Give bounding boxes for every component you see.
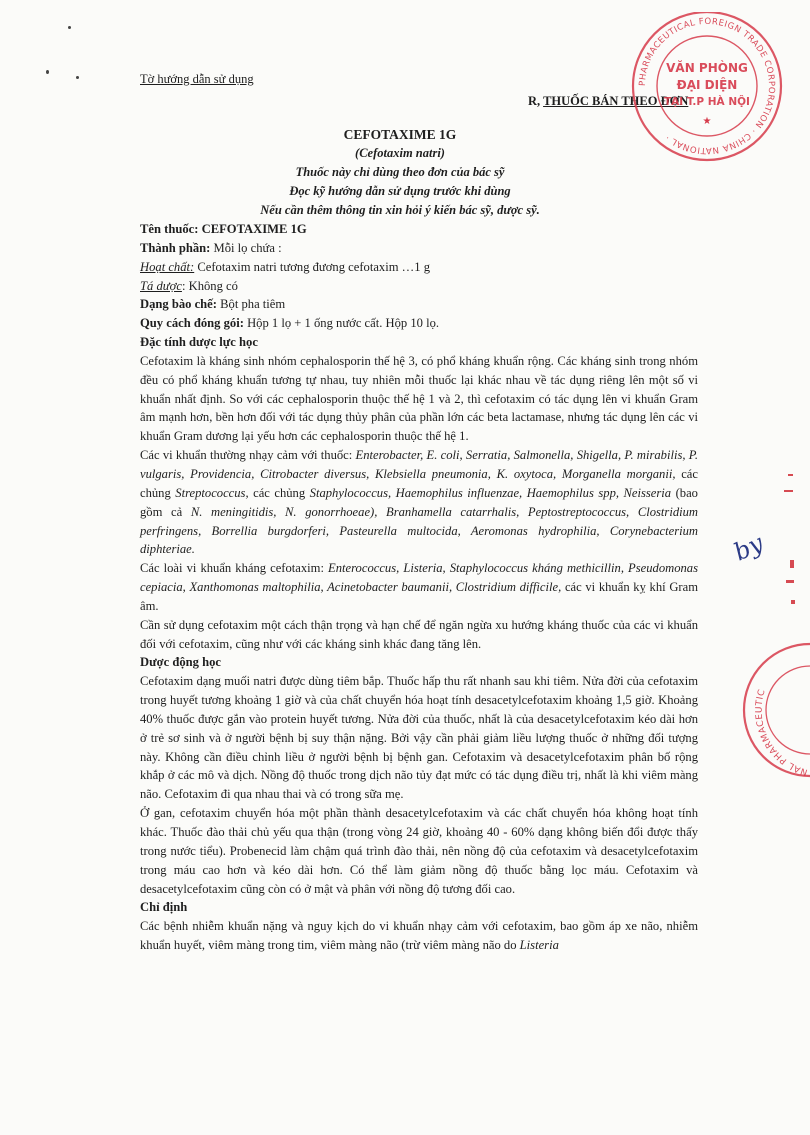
organism-list-2: Streptococcus, <box>175 485 249 500</box>
warning-line-2: Đọc kỹ hướng dẫn sử dụng trước khi dùng <box>289 184 511 198</box>
active-ingredient-label: Hoạt chất: <box>140 259 195 274</box>
scan-speck <box>46 70 49 74</box>
composition-value: Mỗi lọ chứa : <box>213 240 282 255</box>
stamp-line-3: TẠI T.P HÀ NỘI <box>664 96 750 108</box>
pharmacokinetics-paragraph-2: Ở gan, cefotaxim chuyển hóa một phần thành desacetylcefotaxim và các chất chuyển hóa không hoạt tính khác. Thuốc đào thải chủ yếu qua thận (trong vòng 24 giờ, khoảng 40 - 60% dạng không biến đổi được thấy trong nước tiểu). Probenecid làm chậm quá trình đào thải, nên nồng độ của cefotaxim và desacetylcefotaxim trong máu cao hơn và kéo dài hơn. Có thể làm giảm nồng độ thuốc bằng lọc máu. Cefotaxim và desacetylcefotaxim cũng còn có ở mật và phân với nồng độ tương đối cao. <box>140 806 698 896</box>
document-type-label: Tờ hướng dẫn sử dụng <box>140 72 254 86</box>
margin-mark <box>790 560 794 568</box>
scan-speck <box>76 76 79 79</box>
connector-1: các chủng <box>140 466 698 500</box>
drug-name-row <box>140 220 698 239</box>
composition-label: Thành phần: <box>140 240 211 255</box>
dosage-form-row <box>140 295 698 314</box>
scan-speck <box>68 26 71 29</box>
side-stamp-partial <box>730 640 810 780</box>
indications-text: Các bệnh nhiễm khuẩn nặng và nguy kịch do vi khuẩn nhạy cảm với cefotaxim, bao gồm áp xe não, nhiễm khuẩn huyết, viêm màng trong tim, viêm màng não (trừ viêm màng não do <box>140 919 698 953</box>
margin-mark <box>791 600 795 604</box>
signature-initials <box>730 525 770 570</box>
dosage-form-value: Bột pha tiêm <box>220 297 286 312</box>
margin-mark <box>784 490 793 492</box>
drug-name-label: Tên thuốc: <box>140 222 199 236</box>
rx-text: THUỐC BÁN THEO ĐƠN <box>543 94 689 108</box>
document-body <box>140 220 698 955</box>
excipient-value: Không có <box>188 278 238 293</box>
margin-mark <box>786 580 794 583</box>
excipient-row: Tá dược: Không có <box>140 278 238 293</box>
resistant-organism-list: Enterococcus, Listeria, Staphylococcus kháng methicillin, Pseudomonas cepiacia, Xanthomonas maltophilia, Acinetobacter baumanii, Clostridium difficile, <box>140 561 698 595</box>
resistant-end: các vi khuẩn kỵ khí Gram âm. <box>140 580 698 613</box>
drug-title: CEFOTAXIME 1G <box>343 127 457 142</box>
indications-organism: Listeria <box>519 938 559 953</box>
packaging-value: Hộp 1 lọ + 1 ống nước cất. Hộp 10 lọ. <box>247 316 440 331</box>
organism-list-5: Branhamella catarrhalis, Peptostreptococcus, Clostridium perfringens, Borrellia burgdorferi, Pasteurella multocida, Aeromonas hydrophilia, Corynebacterium diphteriae. <box>140 504 699 557</box>
connector-3: (bao gồm cả <box>140 485 698 519</box>
company-stamp <box>618 12 796 162</box>
stamp-ring-text: PHARMACEUTICAL FOREIGN TRADE CORPORATION · CHINA NATIONAL · <box>637 16 777 156</box>
excipient-label: Tá dược <box>140 278 182 293</box>
indications-heading: Chỉ định <box>140 900 188 915</box>
organism-list-1: Enterobacter, E. coli, Serratia, Salmonella, Shigella, P. mirabilis, P. vulgaris, Providencia, Citrobacter diversus, Klebsiella pneumonia, K. oxytoca, Morganella morganii, <box>140 448 698 481</box>
stamp-line-1: VĂN PHÒNG <box>666 61 748 75</box>
pharmacokinetics-heading: Dược động học <box>140 655 222 670</box>
resistant-organisms-paragraph <box>140 559 698 616</box>
warning-line-1: Thuốc này chỉ dùng theo đơn của bác sỹ <box>295 165 505 179</box>
connector-2: các chủng <box>253 485 306 500</box>
margin-mark <box>788 474 793 476</box>
pharmacodynamics-paragraph-1: Cefotaxim là kháng sinh nhóm cephalosporin thế hệ 3, có phổ kháng khuẩn rộng. Các kháng sinh trong nhóm đều có phổ kháng khuẩn tương tự nhau, tuy nhiên mỗi thuốc lại khác nhau về tác dụng riêng lên một số vi khuẩn nhất định. So với các cephalosporin thuộc thế hệ 1 và 2, thì cefotaxim có tác dụng lên vi khuẩn Gram âm mạnh hơn, bền hơn đối với tác dụng thủy phân của phần lớn các beta lactamase, nhưng tác dụng lên các vi khuẩn Gram dương lại yếu hơn các cephalosporin thuộc thế hệ 1. <box>140 353 698 444</box>
stamp-star-icon: ★ <box>702 116 712 127</box>
drug-name-value: CEFOTAXIME 1G <box>201 222 307 236</box>
pharmacodynamics-heading: Đặc tính dược lực học <box>140 335 258 350</box>
drug-subtitle: (Cefotaxim natri) <box>355 146 445 160</box>
sensitive-organisms-paragraph <box>140 446 698 559</box>
dosage-form-label: Dạng bào chế: <box>140 297 217 312</box>
pharmacodynamics-paragraph-4: Cần sử dụng cefotaxim một cách thận trọng và hạn chế để ngăn ngừa xu hướng kháng thuốc của các vi khuẩn đối với cefotaxim, cũng như với các kháng sinh khác đang tăng lên. <box>140 617 698 651</box>
stamp-line-2: ĐẠI DIỆN <box>676 78 738 92</box>
indications-paragraph <box>140 917 698 955</box>
active-ingredient-value: Cefotaxim natri tương đương cefotaxim …1 g <box>197 259 430 274</box>
signature-text: by <box>729 528 768 567</box>
warning-line-3: Nếu cần thêm thông tin xin hỏi ý kiến bác sỹ, dược sỹ. <box>260 203 540 217</box>
pharmacokinetics-paragraph-1: Cefotaxim dạng muối natri được dùng tiêm bắp. Thuốc hấp thu rất nhanh sau khi tiêm. Nửa đời của cefotaxim trong huyết tương khoảng 1 giờ và của chất chuyển hóa hoạt tính desacetylcefotaxim khoảng 1,5 giờ. Khoảng 40% thuốc được gắn vào protein huyết tương. Nửa đời của thuốc, nhất là của desacetylcefotaxim kéo dài hơn ở trẻ sơ sinh và ở người bệnh bị suy thận nặng. Bởi vậy cần phải giảm liều lượng thuốc ở những đối tượng này. Không cần điều chỉnh liều ở người bệnh bị bệnh gan. Cefotaxim và desacetylcefotaxim phân bố rộng khắp ở các mô và dịch. Nồng độ thuốc trong dịch não tủy đạt mức có tác dụng điều trị, nhất là khi viêm màng não. Cefotaxim đi qua nhau thai và có trong sữa mẹ. <box>140 674 698 802</box>
composition-row <box>140 239 698 258</box>
packaging-row <box>140 314 698 333</box>
packaging-label: Quy cách đóng gói: <box>140 316 244 331</box>
sensitive-intro: Các vi khuẩn thường nhạy cảm với thuốc: <box>140 448 353 463</box>
organism-list-3: Staphylococcus, Haemophilus influenzae, Haemophilus spp, Neisseria <box>309 485 672 500</box>
prescription-only-label: R, THUỐC BÁN THEO ĐƠN <box>528 94 689 108</box>
side-stamp-text: NAL PHARMACEUTIC <box>754 688 809 777</box>
resistant-intro: Các loài vi khuẩn kháng cefotaxim: <box>140 561 324 576</box>
active-ingredient-row <box>140 258 698 277</box>
rx-symbol: R <box>528 94 538 108</box>
organism-list-4: N. meningitidis, N. gonorrhoeae), <box>190 504 378 519</box>
